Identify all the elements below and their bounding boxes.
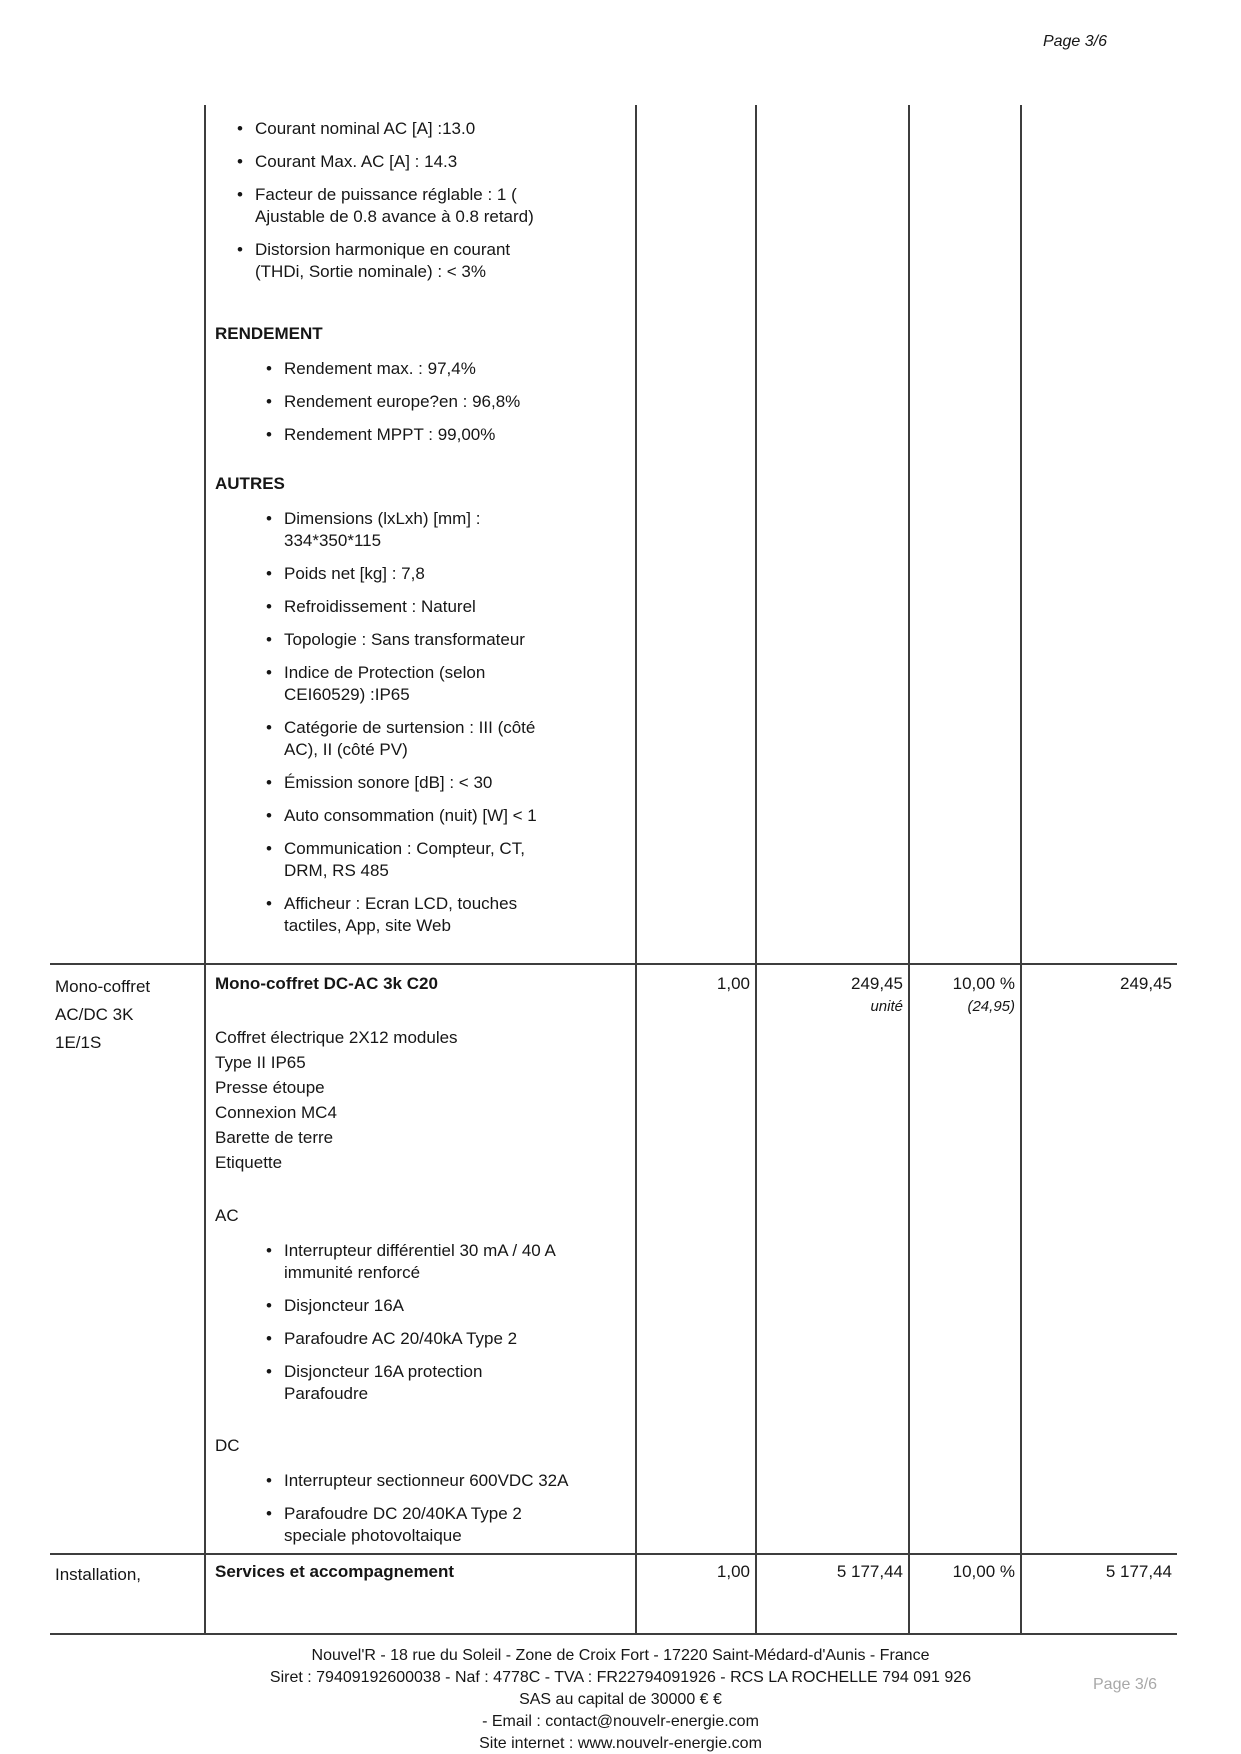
bullet-marker: • [266,773,272,792]
bullet-marker: • [266,597,272,616]
discount-cell [910,105,1022,963]
quantity-cell [637,1555,757,1633]
section-heading: RENDEMENT [215,324,323,343]
bullet-marker: • [266,630,272,649]
item-name-line: 1E/1S [55,1033,102,1052]
footer-line: Nouvel'R - 18 rue du Soleil - Zone de Croix Fort - 17220 Saint-Médard-d'Aunis - France [311,1647,930,1664]
list-item: • Rendement MPPT : 99,00% [266,425,496,444]
total-value: 249,45 [1120,974,1172,993]
list-item: • Topologie : Sans transformateur [266,630,525,649]
list-item: • Refroidissement : Naturel [266,597,476,616]
spec-bullet-list [215,508,625,937]
bullet-marker: • [266,1296,272,1315]
item-name-cell [50,1555,206,1633]
bullet-marker: • [266,894,272,913]
spec-bullet-list [215,118,625,283]
quantity-value: 1,00 [716,1562,750,1581]
bullet-marker: • [266,1329,272,1348]
description-line: Coffret électrique 2X12 modules [215,1028,458,1047]
list-item: • Parafoudre DC 20/40KA Type 2 speciale photovoltaique [266,1504,522,1545]
spec-bullet-list [215,1240,625,1405]
item-name-line: AC/DC 3K [55,1005,134,1024]
item-name-line: Installation, [55,1565,141,1584]
spec-bullet-list [215,358,625,446]
list-item: • Rendement max. : 97,4% [266,359,476,378]
bullet-marker: • [266,509,272,528]
list-item: • Émission sonore [dB] : < 30 [266,773,493,792]
description-line: Connexion MC4 [215,1103,337,1122]
total-cell [1022,1555,1177,1633]
list-item: • Courant nominal AC [A] :13.0 [237,119,476,138]
list-item: • Afficheur : Ecran LCD, touches tactiles, App, site Web [266,894,518,935]
product-description [215,1025,625,1175]
group-label: DC [215,1436,240,1455]
list-item: • Communication : Compteur, CT, DRM, RS 485 [266,839,525,880]
list-item: • Disjoncteur 16A protection Parafoudre [266,1362,483,1403]
quantity-cell [637,105,757,963]
footer-line: SAS au capital de 30000 € € [519,1691,722,1708]
bullet-marker: • [237,119,243,138]
bullet-marker: • [266,1504,272,1523]
footer-line: Site internet : www.nouvelr-energie.com [479,1735,762,1752]
description-line: Barette de terre [215,1128,334,1147]
description-line: Presse étoupe [215,1078,325,1097]
footer-line: - Email : contact@nouvelr-energie.com [482,1713,759,1730]
group-label: AC [215,1206,239,1225]
discount-percent-value: 10,00 % [952,974,1015,993]
description-cell [206,105,637,963]
discount-amount-value: (24,95) [967,998,1015,1015]
bullet-marker: • [266,839,272,858]
table-row [50,1555,1177,1635]
bullet-marker: • [266,1241,272,1260]
list-item: • Indice de Protection (selon CEI60529) :IP65 [266,663,486,704]
list-item: • Dimensions (lxLxh) [mm] : 334*350*115 [266,509,481,550]
total-value: 5 177,44 [1105,1562,1172,1581]
list-item: • Poids net [kg] : 7,8 [266,564,425,583]
total-cell [1022,965,1177,1553]
list-item: • Parafoudre AC 20/40kA Type 2 [266,1329,518,1348]
total-cell [1022,105,1177,963]
bullet-marker: • [266,564,272,583]
item-name-line: Mono-coffret [55,977,151,996]
unit-price-value: 249,45 [851,974,903,993]
bullet-marker: • [266,425,272,444]
unit-price-cell [757,965,910,1553]
unit-price-cell [757,105,910,963]
footer-line: Siret : 79409192600038 - Naf : 4778C - TVA : FR22794091926 - RCS LA ROCHELLE 794 091 926 [269,1669,972,1686]
list-item: • Interrupteur différentiel 30 mA / 40 A immunité renforcé [266,1241,556,1282]
discount-cell [910,965,1022,1553]
item-name-cell [50,965,206,1553]
list-item: • Rendement europe?en : 96,8% [266,392,521,411]
description-line: Etiquette [215,1153,283,1172]
table-row [50,965,1177,1555]
list-item: • Interrupteur sectionneur 600VDC 32A [266,1471,569,1490]
bullet-marker: • [266,1362,272,1381]
table-row [50,105,1177,965]
quantity-cell [637,965,757,1553]
list-item: • Auto consommation (nuit) [W] < 1 [266,806,537,825]
bullet-marker: • [266,718,272,737]
list-item: • Distorsion harmonique en courant (THDi, Sortie nominale) : < 3% [237,240,511,281]
description-cell [206,965,637,1553]
list-item: • Courant Max. AC [A] : 14.3 [237,152,458,171]
spec-bullet-list [215,1470,625,1547]
unit-price-cell [757,1555,910,1633]
section-heading: AUTRES [215,474,285,493]
bullet-marker: • [266,806,272,825]
quote-items-table [50,105,1177,1635]
quantity-value: 1,00 [716,974,750,993]
product-title: Services et accompagnement [215,1562,455,1581]
bullet-marker: • [266,1471,272,1490]
item-name-cell [50,105,206,963]
discount-percent-value: 10,00 % [952,1562,1015,1581]
list-item: • Facteur de puissance réglable : 1 ( Ajustable de 0.8 avance à 0.8 retard) [237,185,534,226]
description-line: Type II IP65 [215,1053,306,1072]
unit-price-value: 5 177,44 [836,1562,903,1581]
bullet-marker: • [237,152,243,171]
discount-cell [910,1555,1022,1633]
product-title: Mono-coffret DC-AC 3k C20 [215,974,438,993]
bullet-marker: • [237,185,243,204]
header-page-number: Page 3/6 [1042,33,1107,50]
bullet-marker: • [266,663,272,682]
list-item: • Disjoncteur 16A [266,1296,405,1315]
bullet-marker: • [237,240,243,259]
description-cell [206,1555,637,1633]
company-footer [0,1645,1241,1754]
list-item: • Catégorie de surtension : III (côté AC), II (côté PV) [266,718,536,759]
bullet-marker: • [266,359,272,378]
unit-label: unité [870,998,903,1015]
footer-page-number: Page 3/6 [1093,1676,1158,1693]
bullet-marker: • [266,392,272,411]
